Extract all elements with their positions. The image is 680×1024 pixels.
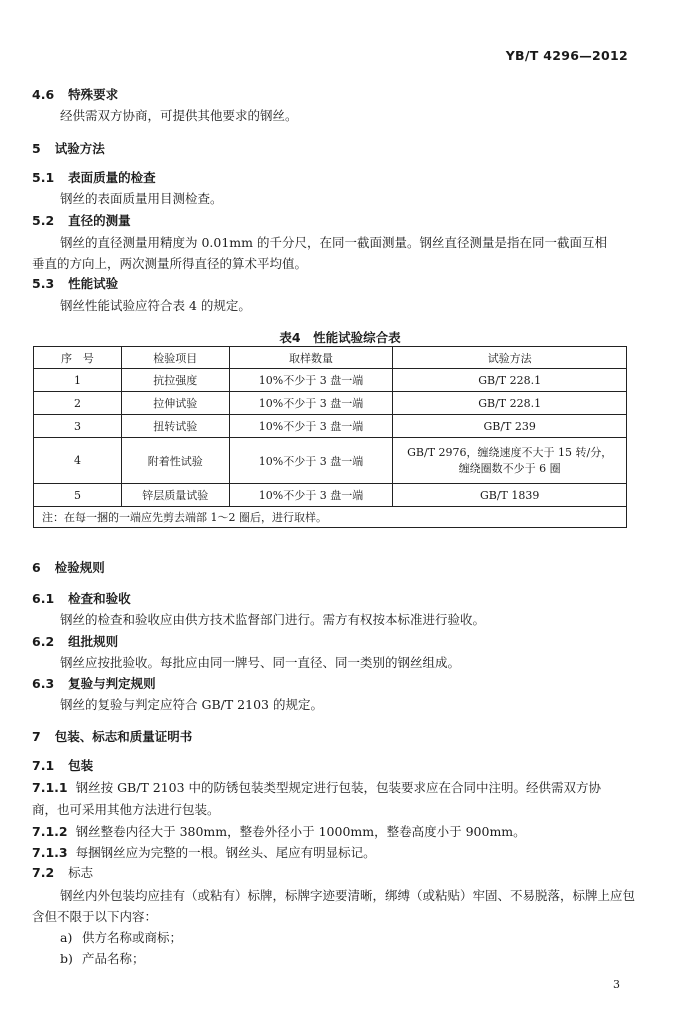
section-6-1-heading (32, 589, 131, 607)
section-title: 包装 (68, 758, 94, 773)
section-number: 7.2 (32, 865, 55, 880)
table-header-row (34, 347, 627, 369)
section-7-heading (32, 727, 192, 745)
section-5-1-heading (32, 168, 156, 186)
cell-method: GB/T 228.1 (393, 392, 627, 415)
section-7-2-line2: 含但不限于以下内容： (32, 909, 158, 924)
section-7-2-line1: 钢丝内外包装均应挂有（或粘有）标牌，标牌字迹要清晰，绑缚（或粘贴）牢固、不易脱落，标牌上应包 (60, 888, 636, 903)
section-6-2-heading (32, 632, 118, 650)
cell-item: 拉伸试验 (121, 392, 229, 415)
header-item: 检验项目 (121, 347, 229, 369)
section-number: 5.2 (32, 213, 55, 228)
section-5-2-heading (32, 211, 131, 229)
table-row (34, 484, 627, 507)
table-4-title: 表4 性能试验综合表 (279, 330, 401, 345)
cell-method: GB/T 228.1 (393, 369, 627, 392)
section-5-2-line2: 垂直的方向上，两次测量所得直径的算术平均值。 (32, 256, 308, 271)
section-title: 组批规则 (68, 634, 119, 649)
section-title: 复验与判定规则 (68, 676, 156, 691)
section-title: 性能试验 (68, 276, 119, 291)
section-number: 6.1 (32, 591, 55, 606)
section-number: 7.1.2 (32, 824, 68, 839)
table-row (34, 392, 627, 415)
clause-text: 钢丝整卷内径大于 380mm，整卷外径小于 1000mm，整卷高度小于 900mm。 (75, 824, 526, 839)
section-6-heading (32, 558, 105, 576)
list-item (60, 928, 182, 946)
section-number: 7 (32, 729, 41, 744)
section-number: 5.1 (32, 170, 55, 185)
section-title: 包装、标志和质量证明书 (54, 729, 193, 744)
list-marker: b) (60, 951, 73, 966)
section-4-6-text: 经供需双方协商，可提供其他要求的钢丝。 (60, 108, 298, 123)
section-title: 直径的测量 (68, 213, 131, 228)
section-7-1-1-line1 (32, 778, 601, 796)
cell-no: 1 (34, 369, 122, 392)
header-sample: 取样数量 (229, 347, 393, 369)
section-title: 试验方法 (54, 141, 105, 156)
section-title: 检查和验收 (68, 591, 131, 606)
table-note-row (34, 507, 627, 528)
list-text: 供方名称或商标； (82, 930, 183, 945)
cell-item: 扭转试验 (121, 415, 229, 438)
table-note: 注：在每一捆的一端应先剪去端部 1～2 圈后，进行取样。 (34, 507, 627, 528)
section-5-3-heading (32, 274, 118, 292)
section-7-1-1-line2: 商，也可采用其他方法进行包装。 (32, 802, 220, 817)
header-no: 序 号 (34, 347, 122, 369)
list-text: 产品名称； (82, 951, 145, 966)
cell-no: 3 (34, 415, 122, 438)
section-number: 6.3 (32, 676, 55, 691)
section-7-2-heading (32, 863, 93, 881)
cell-item: 抗拉强度 (121, 369, 229, 392)
section-7-1-2 (32, 822, 526, 840)
section-number: 6.2 (32, 634, 55, 649)
section-number: 7.1 (32, 758, 55, 773)
table-row (34, 438, 627, 484)
section-title: 检验规则 (54, 560, 105, 575)
cell-sample: 10%不少于 3 盘一端 (229, 392, 393, 415)
section-4-6-heading (32, 85, 118, 103)
cell-sample: 10%不少于 3 盘一端 (229, 438, 393, 484)
table-4 (33, 346, 627, 528)
section-6-3-heading (32, 674, 156, 692)
page-number: 3 (613, 978, 620, 991)
cell-item: 锌层质量试验 (121, 484, 229, 507)
cell-item: 附着性试验 (121, 438, 229, 484)
cell-method: GB/T 1839 (393, 484, 627, 507)
section-number: 5.3 (32, 276, 55, 291)
clause-text: 每捆钢丝应为完整的一根。钢丝头、尾应有明显标记。 (75, 845, 376, 860)
section-5-heading (32, 139, 105, 157)
section-5-2-line1: 钢丝的直径测量用精度为 0.01mm 的千分尺，在同一截面测量。钢丝直径测量是指在同一截面互相 (60, 235, 607, 250)
section-7-1-heading (32, 756, 93, 774)
cell-no: 5 (34, 484, 122, 507)
list-item (60, 949, 145, 967)
cell-method-line2: 缠绕圈数不少于 6 圈 (458, 461, 561, 475)
section-number: 5 (32, 141, 41, 156)
section-number: 7.1.3 (32, 845, 68, 860)
cell-no: 2 (34, 392, 122, 415)
section-number: 6 (32, 560, 41, 575)
cell-method (393, 438, 627, 484)
section-6-1-text: 钢丝的检查和验收应由供方技术监督部门进行。需方有权按本标准进行验收。 (60, 612, 486, 627)
table-row (34, 415, 627, 438)
cell-sample: 10%不少于 3 盘一端 (229, 484, 393, 507)
section-title: 特殊要求 (68, 87, 119, 102)
section-title: 标志 (68, 865, 94, 880)
section-title: 表面质量的检查 (68, 170, 156, 185)
section-5-3-text: 钢丝性能试验应符合表 4 的规定。 (60, 298, 251, 313)
section-7-1-3 (32, 843, 376, 861)
list-marker: a) (60, 930, 73, 945)
cell-no: 4 (34, 438, 122, 484)
clause-text: 钢丝按 GB/T 2103 中的防锈包装类型规定进行包装，包装要求应在合同中注明。经供需双方协 (75, 780, 602, 795)
header-method: 试验方法 (393, 347, 627, 369)
section-number: 4.6 (32, 87, 55, 102)
cell-sample: 10%不少于 3 盘一端 (229, 415, 393, 438)
standard-code: YB/T 4296—2012 (505, 48, 628, 63)
section-number: 7.1.1 (32, 780, 68, 795)
table-row (34, 369, 627, 392)
section-5-1-text: 钢丝的表面质量用目测检查。 (60, 191, 223, 206)
cell-method: GB/T 239 (393, 415, 627, 438)
cell-method-line1: GB/T 2976，缠绕速度不大于 15 转/分， (407, 445, 613, 459)
section-6-3-text: 钢丝的复验与判定应符合 GB/T 2103 的规定。 (60, 697, 323, 712)
cell-sample: 10%不少于 3 盘一端 (229, 369, 393, 392)
section-6-2-text: 钢丝应按批验收。每批应由同一牌号、同一直径、同一类别的钢丝组成。 (60, 655, 461, 670)
